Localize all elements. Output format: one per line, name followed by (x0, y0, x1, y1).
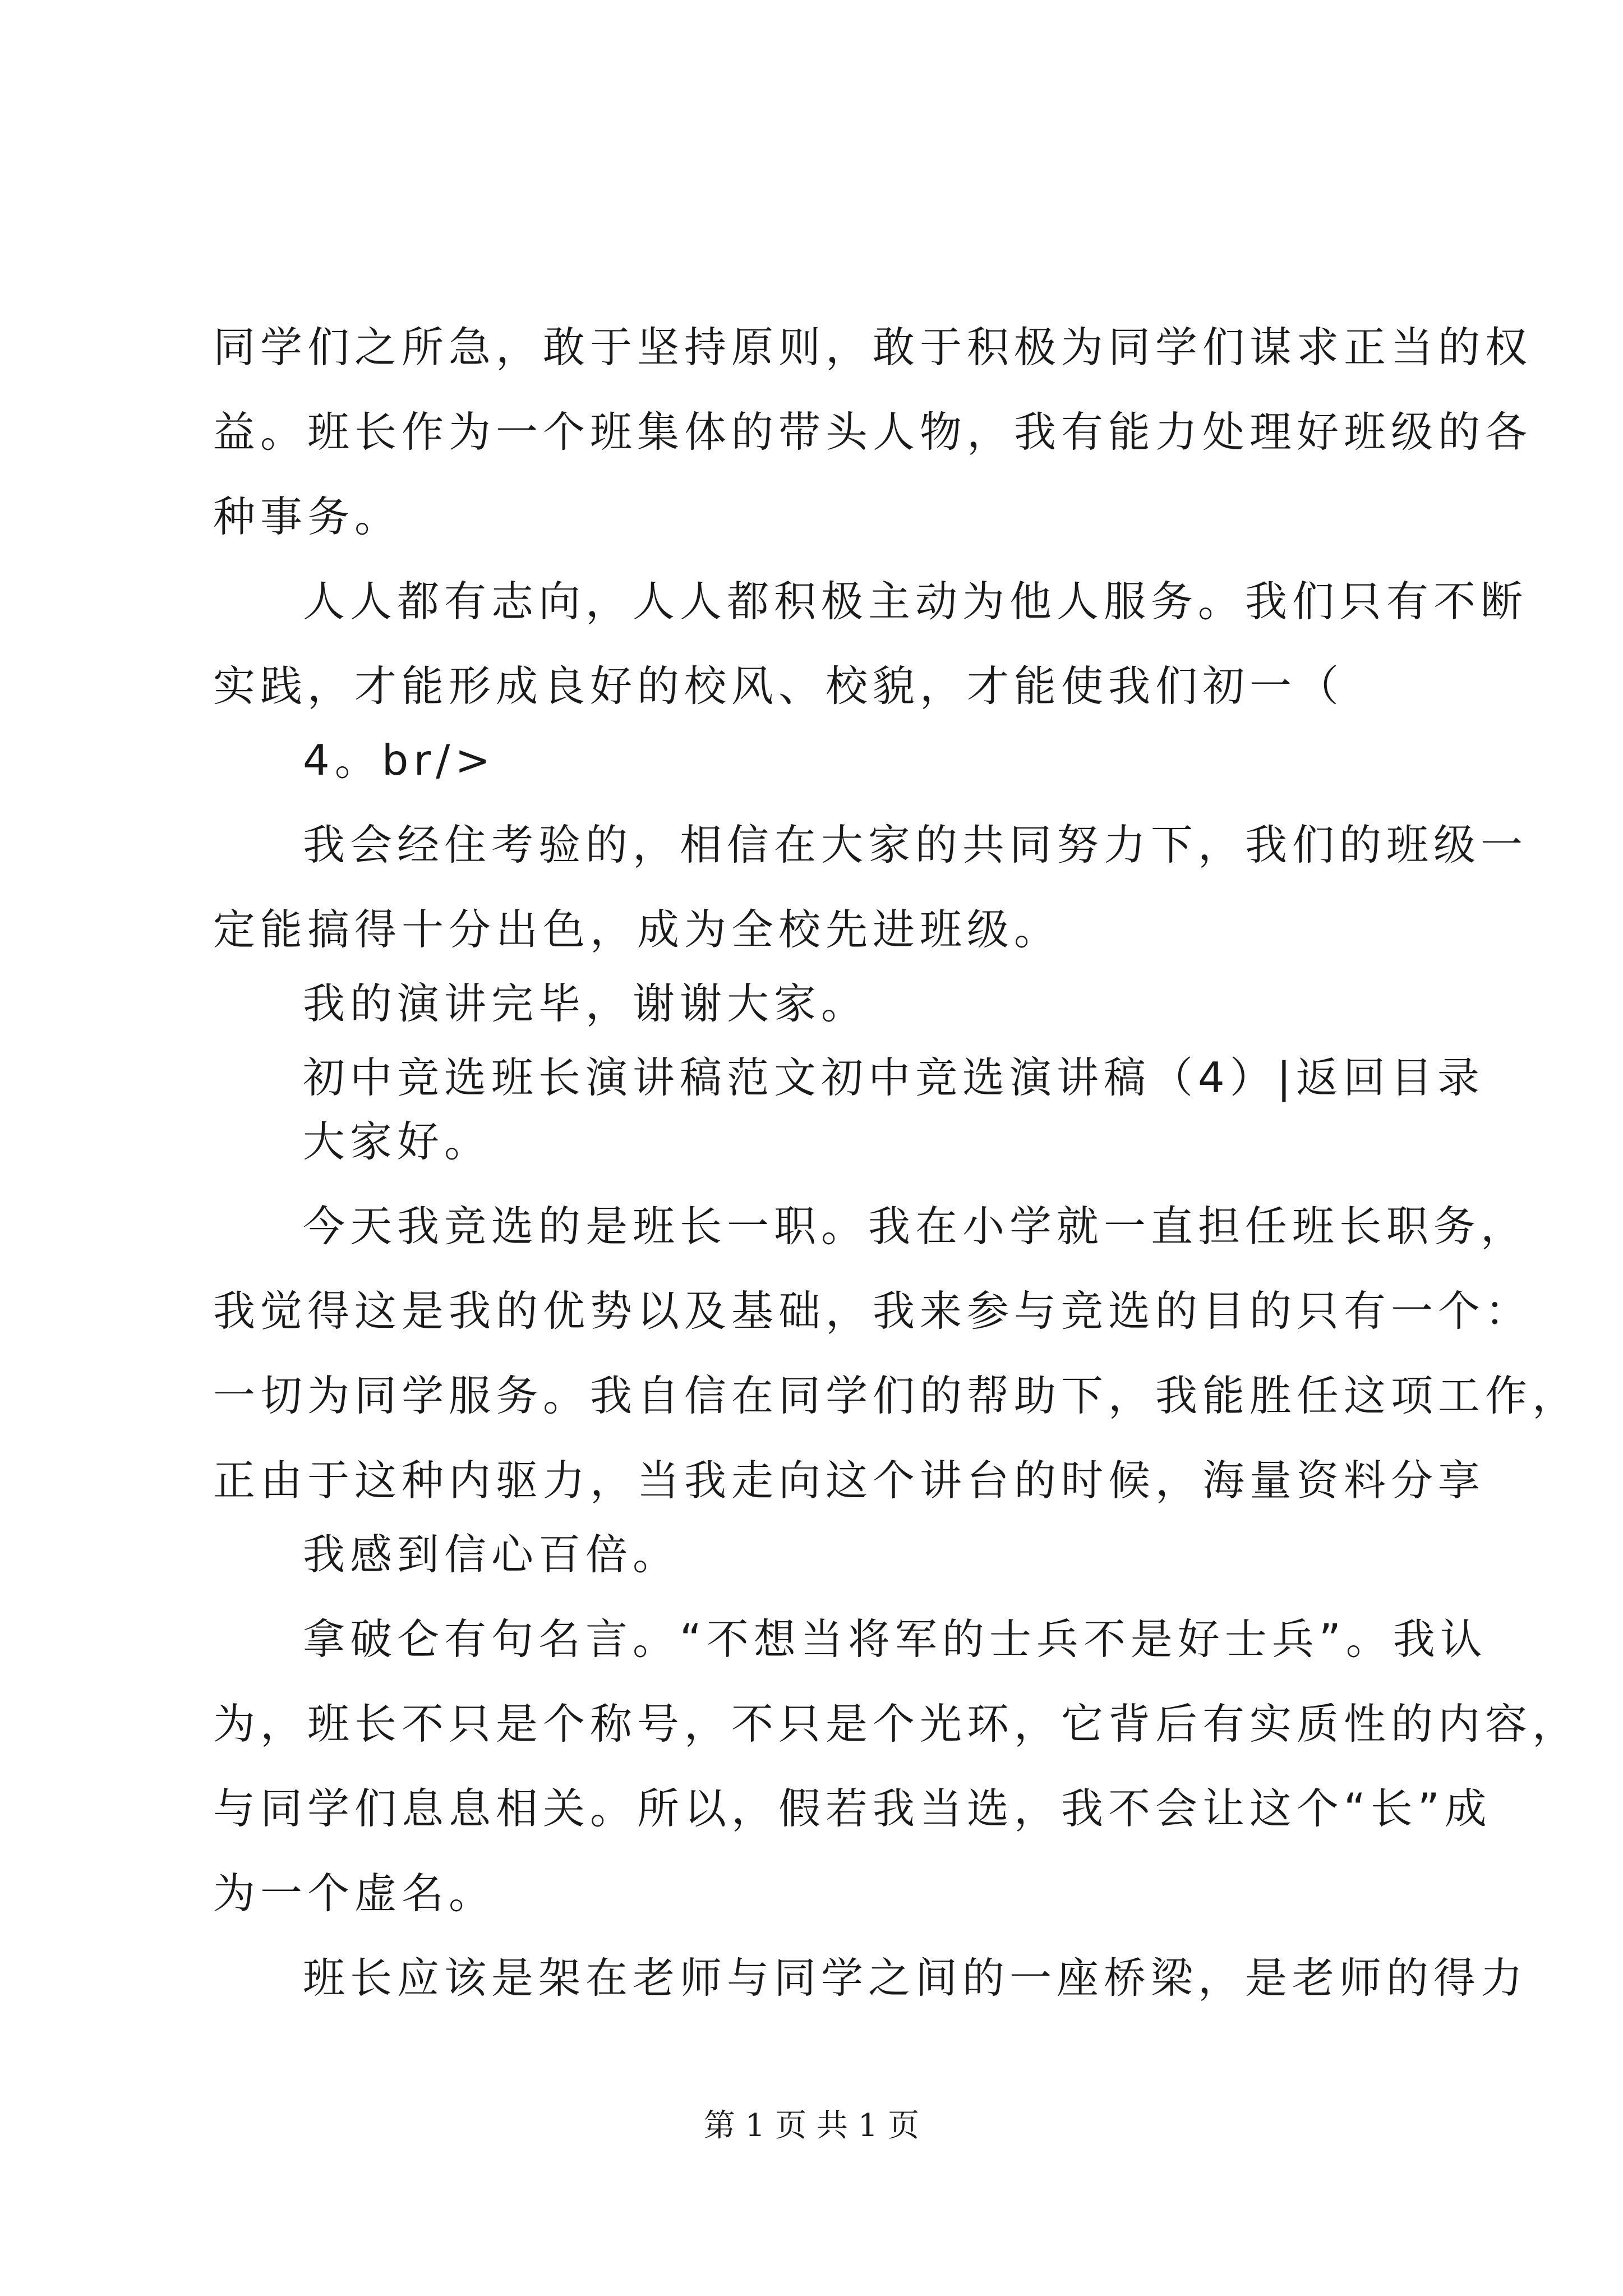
text-line: 我觉得这是我的优势以及基础，我来参与竞选的目的只有一个： (213, 1286, 1533, 1336)
text-line: 人人都有志向，人人都积极主动为他人服务。我们只有不断 (303, 577, 1528, 626)
text-line: 我的演讲完毕，谢谢大家。 (303, 979, 869, 1028)
text-line: 我会经住考验的，相信在大家的共同努力下，我们的班级一 (303, 820, 1528, 869)
text-line: 一切为同学服务。我自信在同学们的帮助下，我能胜任这项工作， (213, 1371, 1580, 1420)
text-line: 种事务。 (213, 492, 402, 541)
text-line: 定能搞得十分出色，成为全校先进班级。 (213, 905, 1062, 954)
text-line: 为一个虚名。 (213, 1869, 496, 1918)
text-line: 今天我竞选的是班长一职。我在小学就一直担任班长职务， (303, 1202, 1528, 1251)
text-line: 同学们之所急，敢于坚持原则，敢于积极为同学们谋求正当的权 (213, 323, 1533, 372)
text-line: 为，班长不只是个称号，不只是个光环，它背后有实质性的内容， (213, 1699, 1580, 1749)
text-line: 4。br/> (303, 735, 496, 785)
page-footer: 第 1 页 共 1 页 (703, 2108, 920, 2144)
text-line: 实践，才能形成良好的校风、校貌，才能使我们初一（ (213, 661, 1344, 711)
text-line: 与同学们息息相关。所以，假若我当选，我不会让这个“长”成 (213, 1784, 1492, 1833)
text-line: 初中竞选班长演讲稿范文初中竞选演讲稿（4）|返回目录 (303, 1053, 1484, 1102)
text-line: 我感到信心百倍。 (303, 1530, 680, 1579)
text-line: 拿破仑有句名言。“不想当将军的士兵不是好士兵”。我认 (303, 1614, 1487, 1664)
text-line: 益。班长作为一个班集体的带头人物，我有能力处理好班级的各 (213, 407, 1533, 457)
text-line: 班长应该是架在老师与同学之间的一座桥梁，是老师的得力 (303, 1953, 1528, 2003)
text-line: 大家好。 (303, 1117, 492, 1166)
text-line: 正由于这种内驱力，当我走向这个讲台的时候，海量资料分享 (213, 1456, 1486, 1505)
